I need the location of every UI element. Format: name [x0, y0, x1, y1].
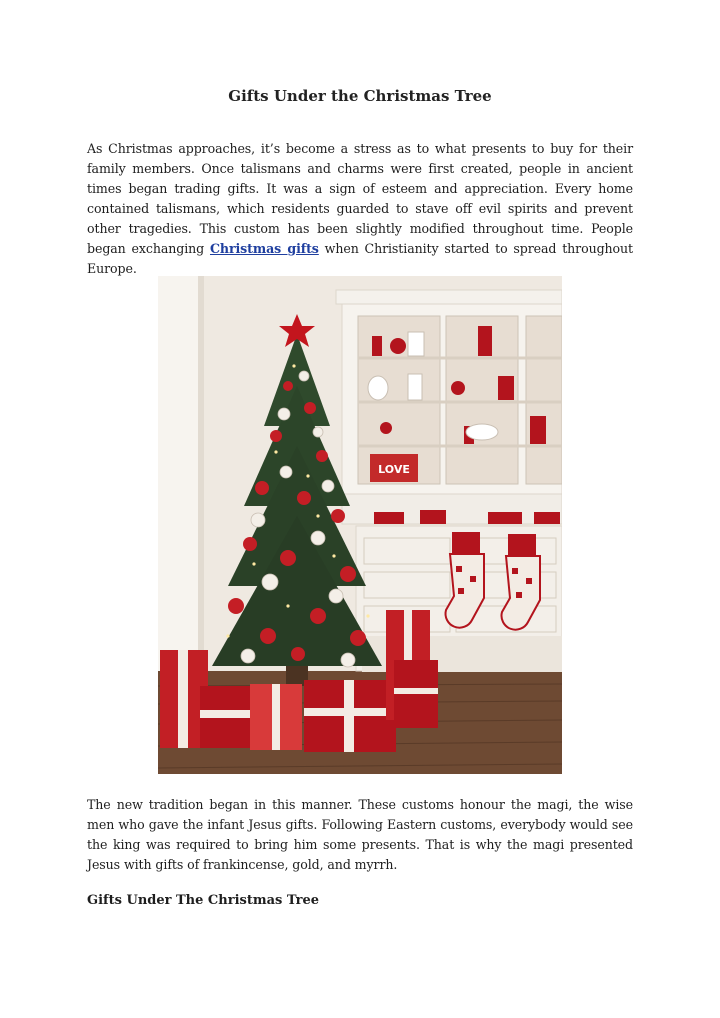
christmas-tree-illustration [158, 276, 562, 774]
intro-paragraph [87, 139, 633, 279]
christmas-tree-photo [158, 276, 562, 774]
second-paragraph: The new tradition began in this manner. These customs honour the magi, the wise men who gave the infant Jesus gifts. Following Eastern customs, everybody would see the king was required to bring him some presents. That is why the magi presented Jesus with gifts of frankincense, gold, and myrrh. [87, 797, 633, 872]
section-subheading: Gifts Under The Christmas Tree [87, 893, 319, 908]
christmas-gifts-link[interactable]: Christmas gifts [209, 241, 319, 256]
intro-text-after-link: when Christianity started to spread throughout Europe. [87, 241, 634, 276]
document-title: Gifts Under the Christmas Tree [228, 87, 492, 105]
intro-text-before-link: As Christmas approaches, it’s become a stress as to what presents to buy for their family members. Once talismans and charms were first created, people in ancient times began trading gifts. It was a sign of esteem and appreciation. Every home contained talismans, which residents guarded to stave off evil spirits and prevent other tragedies. This custom has been slightly modified throughout time. People began exchanging [87, 141, 633, 256]
love-sign-text: LOVE [378, 463, 410, 476]
